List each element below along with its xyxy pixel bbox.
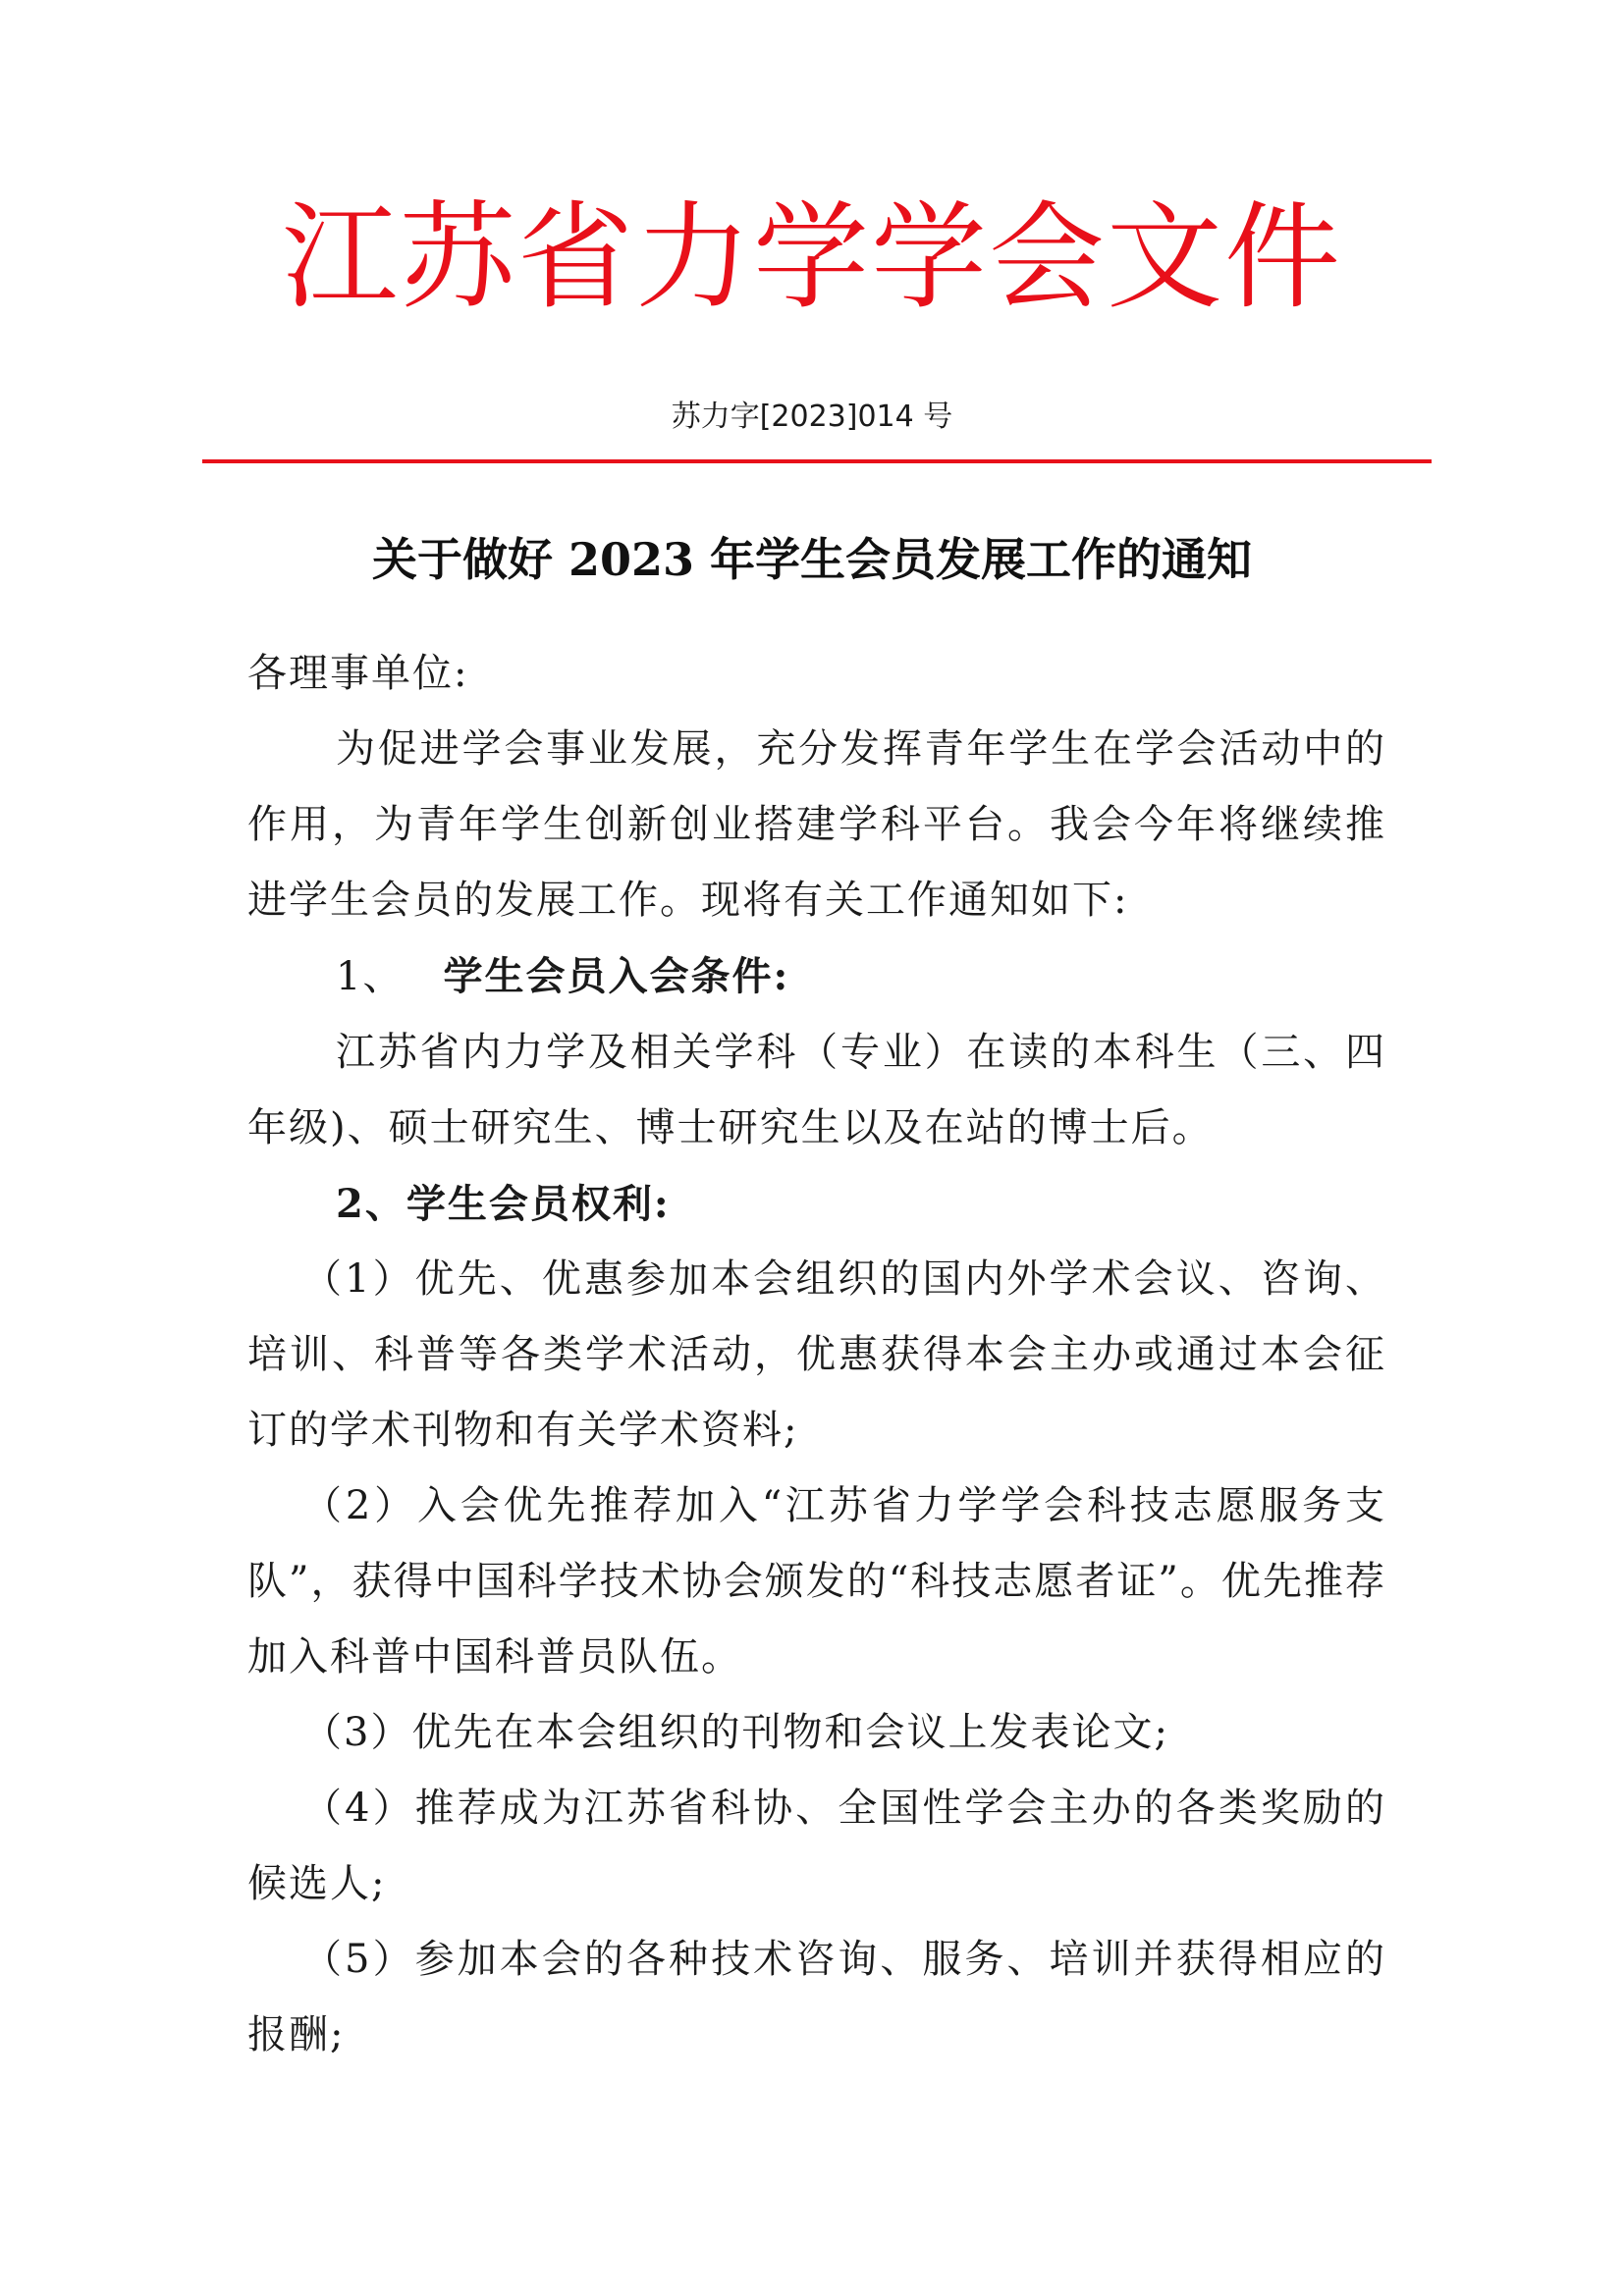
notice-title: 关于做好 2023 年学生会员发展工作的通知 xyxy=(371,533,1253,586)
masthead-title: 江苏省力学学会文件 xyxy=(281,189,1342,325)
section-2-heading: 2、学生会员权利: xyxy=(336,1181,671,1227)
list-item: （3）优先在本会组织的刊物和会议上发表论文; xyxy=(302,1710,1169,1755)
section-1-heading xyxy=(247,938,1386,1015)
list-item: （4）推荐成为江苏省科协、全国性学会主办的各类奖励的候选人; xyxy=(247,1786,1386,1906)
section-1-content: 江苏省内力学及相关学科（专业）在读的本科生（三、四年级)、硕士研究生、博士研究生以及在站的博士后。 xyxy=(247,1030,1386,1150)
section-1-heading-text: 学生会员入会条件: xyxy=(443,953,790,999)
intro-paragraph: 为促进学会事业发展，充分发挥青年学生在学会活动中的作用，为青年学生创新创业搭建学科平台。我会今年将继续推进学生会员的发展工作。现将有关工作通知如下: xyxy=(247,726,1386,923)
document-number: 苏力字[2023]014 号 xyxy=(671,400,953,434)
section-1-number: 1、 xyxy=(336,954,405,999)
red-divider-line xyxy=(202,459,1432,463)
notice-body xyxy=(247,636,1386,2073)
list-item: （2）入会优先推荐加入“江苏省力学学会科技志愿服务支队”，获得中国科学技术协会颁发的“科技志愿者证”。优先推荐加入科普中国科普员队伍。 xyxy=(247,1483,1386,1680)
list-item: （5）参加本会的各种技术咨询、服务、培训并获得相应的报酬; xyxy=(247,1937,1386,2057)
list-item: （1）优先、优惠参加本会组织的国内外学术会议、咨询、培训、科普等各类学术活动，优惠获得本会主办或通过本会征订的学术刊物和有关学术资料; xyxy=(247,1256,1386,1453)
salutation: 各理事单位: xyxy=(247,651,469,696)
